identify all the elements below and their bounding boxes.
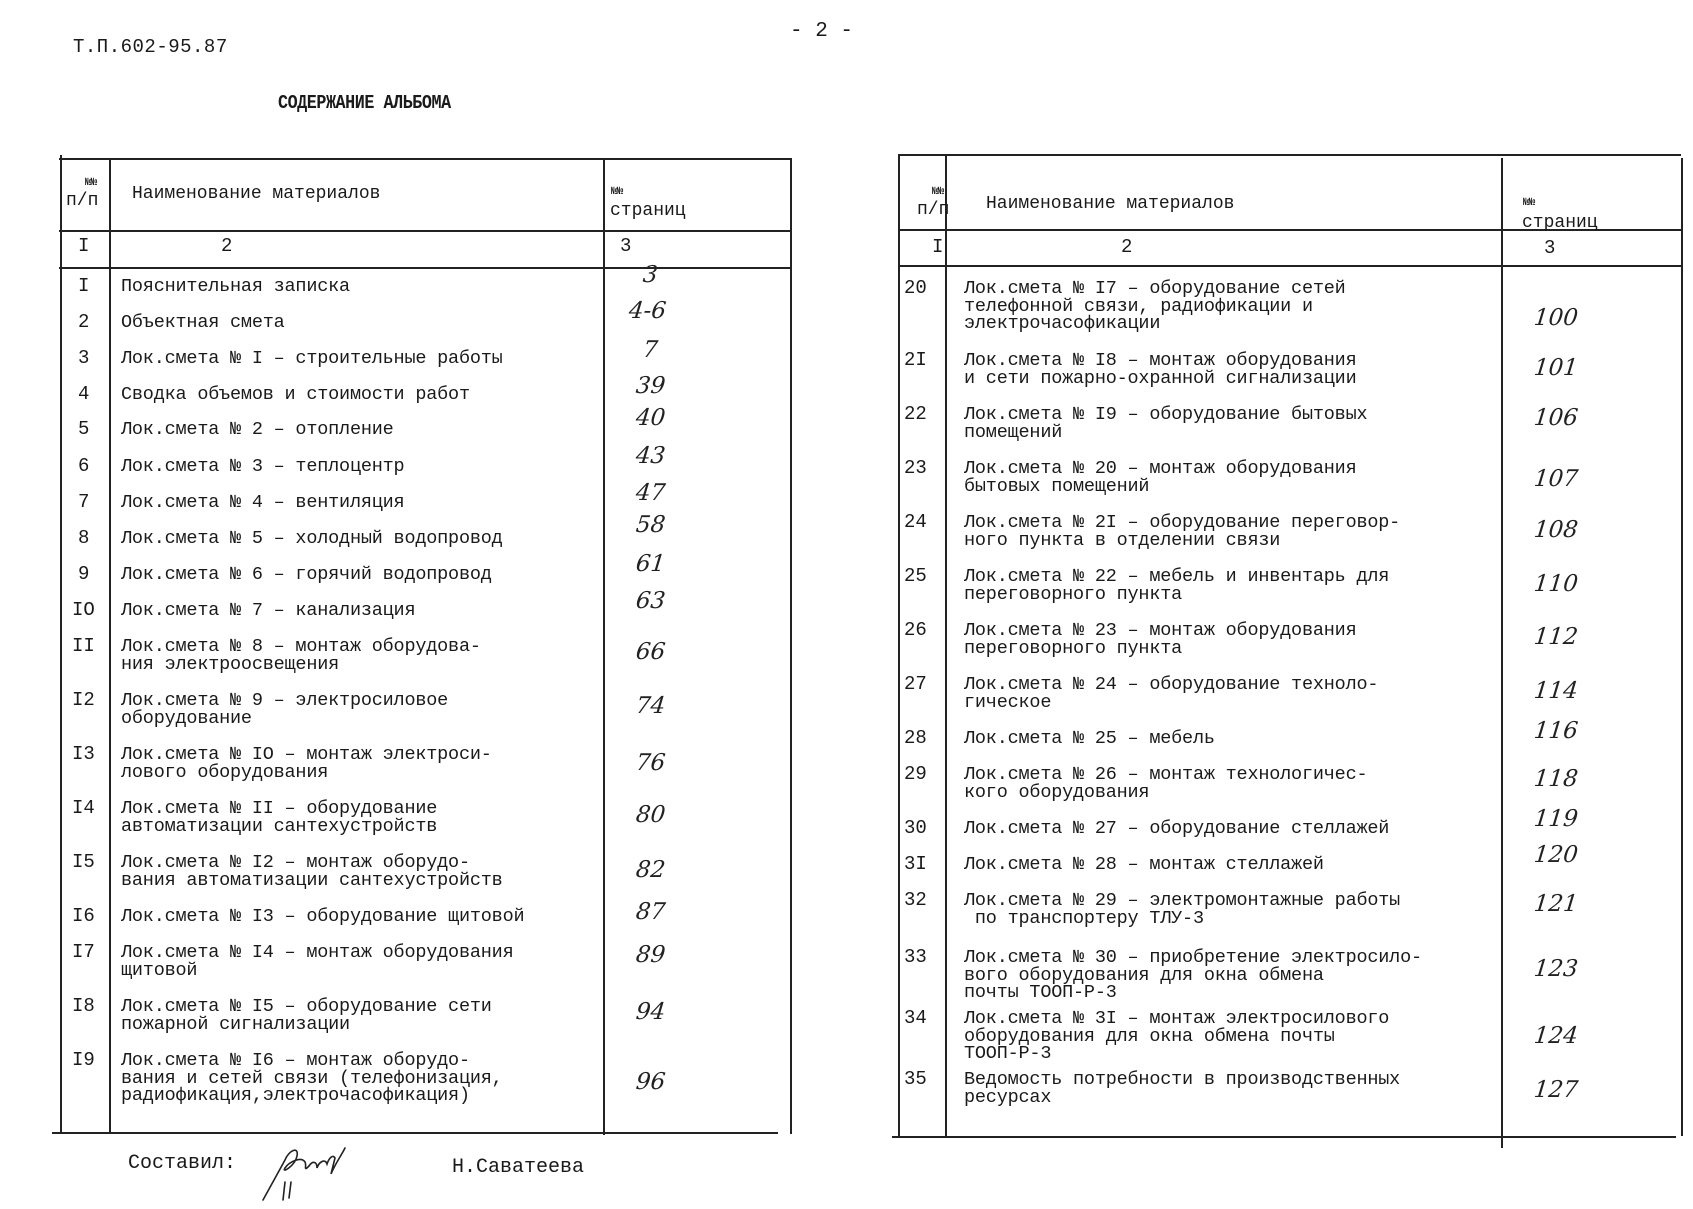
- row-number: I: [78, 275, 90, 297]
- col1-number: I: [932, 236, 944, 258]
- row-page-number: 118: [1532, 766, 1580, 792]
- row-page-number: 106: [1532, 405, 1580, 431]
- table-border-top: [898, 154, 1681, 156]
- row-number: II: [72, 635, 95, 657]
- row-material-name: Лок.смета № 26 – монтаж технологичес- кого оборудования: [964, 764, 1368, 803]
- table-border-right: [1681, 158, 1683, 1136]
- document-code: Т.П.602-95.87: [73, 36, 228, 58]
- row-material-name: Лок.смета № 6 – горячий водопровод: [121, 564, 492, 585]
- row-number: I8: [72, 995, 95, 1017]
- row-number: 9: [78, 563, 90, 585]
- row-material-name: Лок.смета № II – оборудование автоматизации сантехустройств: [121, 798, 438, 837]
- row-material-name: Лок.смета № 7 – канализация: [121, 600, 416, 621]
- row-number: 3I: [904, 853, 927, 875]
- row-number: I7: [72, 941, 95, 963]
- row-page-number: 127: [1532, 1077, 1580, 1103]
- col3-symbol: №№: [1523, 197, 1535, 209]
- row-page-number: 110: [1532, 571, 1580, 597]
- row-number: 34: [904, 1007, 927, 1029]
- row-number: I6: [72, 905, 95, 927]
- table-border-left: [60, 155, 62, 1132]
- album-title: СОДЕРЖАНИЕ АЛЬБОМА: [278, 92, 451, 114]
- row-page-number: 74: [634, 693, 667, 719]
- signature-icon: [255, 1138, 355, 1202]
- row-page-number: 94: [634, 999, 667, 1025]
- col1-number: I: [78, 235, 90, 257]
- row-number: 25: [904, 565, 927, 587]
- row-number: 24: [904, 511, 927, 533]
- row-material-name: Лок.смета № 30 – приобретение электросило- вого оборудования для окна обмена почты ТООП-Р-3: [964, 947, 1422, 1003]
- row-number: 32: [904, 889, 927, 911]
- row-number: 26: [904, 619, 927, 641]
- row-material-name: Сводка объемов и стоимости работ: [121, 384, 470, 405]
- row-material-name: Лок.смета № I8 – монтаж оборудования и сети пожарно-охранной сигнализации: [964, 350, 1357, 389]
- row-material-name: Лок.смета № I2 – монтаж оборудо- вания автоматизации сантехустройств: [121, 852, 503, 891]
- row-page-number: 124: [1532, 1023, 1580, 1049]
- col3-symbol: №№: [611, 186, 623, 198]
- col2-label: Наименование материалов: [986, 194, 1235, 214]
- row-material-name: Лок.смета № 3 – теплоцентр: [121, 456, 405, 477]
- row-material-name: Лок.смета № 5 – холодный водопровод: [121, 528, 503, 549]
- table-border-right: [790, 158, 792, 1134]
- row-material-name: Лок.смета № 2I – оборудование переговор- ного пункта в отделении связи: [964, 512, 1401, 551]
- row-number: 35: [904, 1068, 927, 1090]
- row-material-name: Лок.смета № I3 – оборудование щитовой: [121, 906, 525, 927]
- col2-label: Наименование материалов: [132, 184, 381, 204]
- row-number: 2: [78, 311, 90, 333]
- row-page-number: 43: [634, 443, 667, 469]
- col1-label: п/п: [917, 200, 950, 220]
- row-number: 6: [78, 455, 90, 477]
- row-page-number: 108: [1532, 517, 1580, 543]
- row-page-number: 76: [634, 750, 667, 776]
- column-divider-2: [603, 160, 605, 1135]
- row-page-number: 123: [1532, 956, 1580, 982]
- col1-symbol: №№: [85, 177, 97, 189]
- row-page-number: 7: [641, 337, 660, 363]
- row-number: I4: [72, 797, 95, 819]
- row-material-name: Лок.смета № 25 – мебель: [964, 728, 1215, 749]
- row-number: 3: [78, 347, 90, 369]
- row-material-name: Лок.смета № 9 – электросиловое оборудование: [121, 690, 449, 729]
- compiler-name: Н.Саватеева: [452, 1156, 585, 1179]
- table-border-left: [898, 154, 900, 1136]
- row-material-name: Лок.смета № 28 – монтаж стеллажей: [964, 854, 1324, 875]
- compiled-by-label: Составил:: [128, 1152, 237, 1175]
- row-material-name: Ведомость потребности в производственных ресурсах: [964, 1069, 1401, 1108]
- column-divider-2: [1501, 158, 1503, 1148]
- row-page-number: 4-6: [627, 298, 668, 324]
- row-material-name: Объектная смета: [121, 312, 285, 333]
- row-number: 28: [904, 727, 927, 749]
- row-material-name: Лок.смета № 4 – вентиляция: [121, 492, 405, 513]
- row-material-name: Лок.смета № 23 – монтаж оборудования переговорного пункта: [964, 620, 1357, 659]
- row-number: 27: [904, 673, 927, 695]
- col2-number: 2: [1121, 236, 1133, 258]
- row-number: I2: [72, 689, 95, 711]
- row-number: 2I: [904, 349, 927, 371]
- row-material-name: Лок.смета № I – строительные работы: [121, 348, 503, 369]
- col2-number: 2: [221, 235, 233, 257]
- row-number: 8: [78, 527, 90, 549]
- row-number: I9: [72, 1049, 95, 1071]
- row-material-name: Лок.смета № I6 – монтаж оборудо- вания и сетей связи (телефонизация, радиофикация,электрочасофикация): [121, 1050, 503, 1106]
- row-page-number: 61: [634, 551, 667, 577]
- row-page-number: 87: [634, 899, 667, 925]
- row-page-number: 63: [634, 588, 667, 614]
- row-number: IO: [72, 599, 95, 621]
- row-page-number: 96: [634, 1069, 667, 1095]
- row-page-number: 119: [1532, 806, 1580, 832]
- row-page-number: 116: [1532, 718, 1580, 744]
- table-border-bottom: [892, 1136, 1676, 1138]
- column-divider-1: [945, 154, 947, 1136]
- col1-symbol: №№: [932, 186, 944, 198]
- row-number: I3: [72, 743, 95, 765]
- row-material-name: Лок.смета № IO – монтаж электроси- лового оборудования: [121, 744, 492, 783]
- row-material-name: Лок.смета № I4 – монтаж оборудования щитовой: [121, 942, 514, 981]
- row-page-number: 101: [1532, 355, 1580, 381]
- row-number: 30: [904, 817, 927, 839]
- row-number: 20: [904, 277, 927, 299]
- row-number: 33: [904, 946, 927, 968]
- row-number: 5: [78, 418, 90, 440]
- row-material-name: Лок.смета № 22 – мебель и инвентарь для переговорного пункта: [964, 566, 1390, 605]
- row-page-number: 82: [634, 857, 667, 883]
- row-number: 7: [78, 491, 90, 513]
- table-border-bottom: [52, 1132, 778, 1134]
- row-page-number: 66: [634, 639, 667, 665]
- row-page-number: 112: [1532, 624, 1580, 650]
- row-page-number: 3: [641, 262, 660, 288]
- row-number: 23: [904, 457, 927, 479]
- row-material-name: Лок.смета № 3I – монтаж электросилового оборудования для окна обмена почты ТООП-Р-3: [964, 1008, 1390, 1064]
- col3-number: 3: [1544, 237, 1556, 259]
- row-material-name: Лок.смета № 29 – электромонтажные работы по транспортеру ТЛУ-3: [964, 890, 1401, 929]
- subheader-divider: [59, 267, 791, 269]
- column-divider-1: [109, 158, 111, 1133]
- header-divider: [59, 230, 791, 232]
- row-page-number: 39: [634, 373, 667, 399]
- col1-label: п/п: [66, 191, 99, 211]
- row-material-name: Лок.смета № I7 – оборудование сетей телефонной связи, радиофикации и электрочасофикации: [964, 278, 1346, 334]
- row-material-name: Лок.смета № 2 – отопление: [121, 419, 394, 440]
- row-page-number: 80: [634, 802, 667, 828]
- row-page-number: 89: [634, 942, 667, 968]
- col3-label: страниц: [610, 201, 686, 221]
- row-material-name: Лок.смета № 20 – монтаж оборудования бытовых помещений: [964, 458, 1357, 497]
- row-page-number: 58: [634, 512, 667, 538]
- col3-label: страниц: [1522, 213, 1598, 233]
- row-page-number: 107: [1532, 466, 1580, 492]
- col3-number: 3: [620, 235, 632, 257]
- row-number: I5: [72, 851, 95, 873]
- row-number: 4: [78, 383, 90, 405]
- row-number: 22: [904, 403, 927, 425]
- row-page-number: 40: [634, 405, 667, 431]
- row-page-number: 47: [634, 480, 667, 506]
- row-number: 29: [904, 763, 927, 785]
- row-material-name: Лок.смета № 24 – оборудование техноло- гическое: [964, 674, 1379, 713]
- row-material-name: Лок.смета № 8 – монтаж оборудова- ния электроосвещения: [121, 636, 481, 675]
- subheader-divider: [898, 265, 1681, 267]
- row-material-name: Лок.смета № 27 – оборудование стеллажей: [964, 818, 1390, 839]
- row-page-number: 114: [1532, 678, 1580, 704]
- row-material-name: Лок.смета № I5 – оборудование сети пожарной сигнализации: [121, 996, 492, 1035]
- row-material-name: Пояснительная записка: [121, 276, 350, 297]
- row-page-number: 121: [1532, 891, 1580, 917]
- table-border-top: [59, 158, 791, 160]
- row-material-name: Лок.смета № I9 – оборудование бытовых помещений: [964, 404, 1368, 443]
- row-page-number: 100: [1532, 305, 1580, 331]
- row-page-number: 120: [1532, 842, 1580, 868]
- page-number: - 2 -: [790, 20, 854, 43]
